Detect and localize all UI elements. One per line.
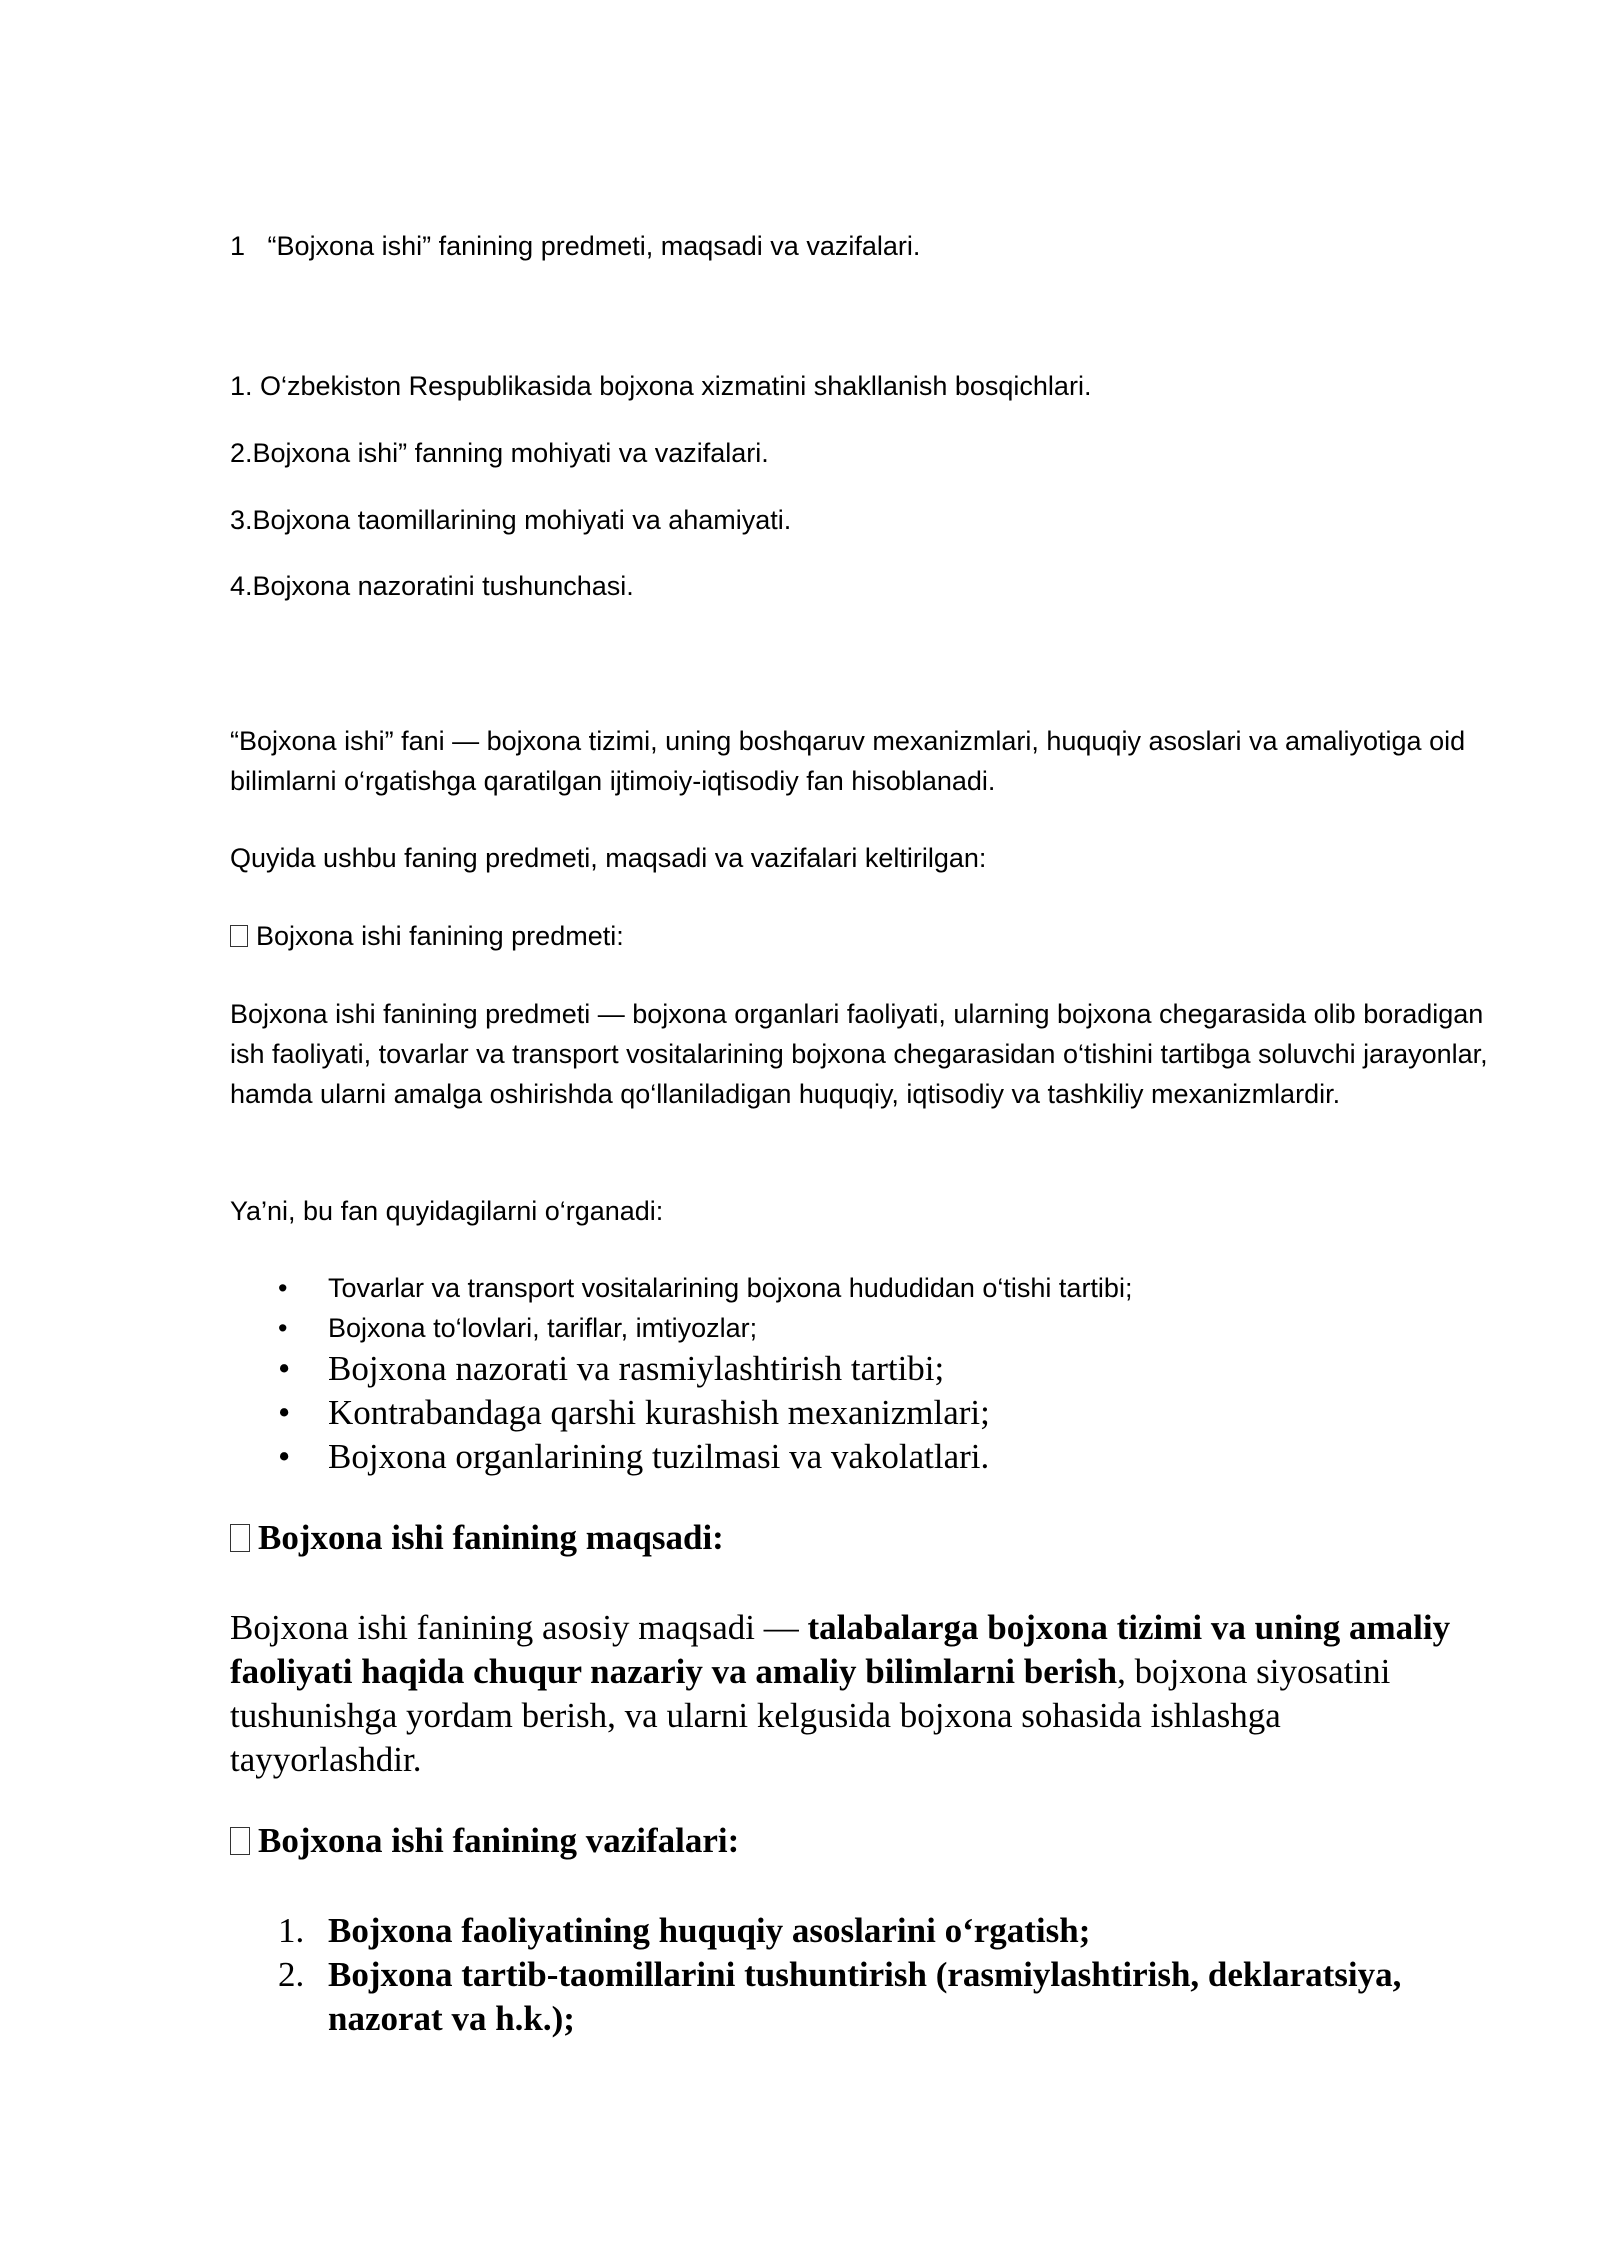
maqsad-paragraph <box>230 1606 1470 1782</box>
yani-paragraph: Ya’ni, bu fan quyidagilarni o‘rganadi: <box>230 1196 664 1226</box>
intro-paragraph: “Bojxona ishi” fani — bojxona tizimi, uning boshqaruv mexanizmlari, huquqiy asoslari va amaliyotiga oid bilimlarni o‘rgatishga qaratilgan ijtimoiy-iqtisodiy fan hisoblanadi. <box>230 726 1466 796</box>
list-number: 1. <box>278 1911 305 1950</box>
predmet-heading <box>230 916 1500 956</box>
list-item: • Bojxona nazorati va rasmiylashtirish tartibi; <box>230 1347 1500 1391</box>
maqsad-text-start: Bojxona ishi fanining asosiy maqsadi — <box>230 1608 808 1647</box>
document-heading <box>230 226 920 266</box>
list-item: • Kontrabandaga qarshi kurashish mexanizmlari; <box>230 1391 1500 1435</box>
vazifa-heading-text: Bojxona ishi fanining vazifalari: <box>258 1821 740 1860</box>
maqsad-text-end: , bojxona siyosatini tushunishga yordam berish, va ularni kelgusida bojxona sohasida ishlashga tayyorlashdir. <box>230 1652 1391 1779</box>
maqsad-heading-text: Bojxona ishi fanining maqsadi: <box>258 1518 724 1557</box>
maqsad-heading <box>230 1516 1500 1560</box>
topic-item: 1. O‘zbekiston Respublikasida bojxona xizmatini shakllanish bosqichlari. <box>230 371 1092 401</box>
list-item: • Bojxona organlarining tuzilmasi va vakolatlari. <box>230 1435 1500 1479</box>
intro-paragraph-2: Quyida ushbu faning predmeti, maqsadi va vazifalari keltirilgan: <box>230 843 987 873</box>
topic-item: 4.Bojxona nazoratini tushunchasi. <box>230 571 634 601</box>
list-item-text: Bojxona faoliyatining huquqiy asoslarini o‘rgatish; <box>328 1911 1091 1950</box>
predmet-paragraph: Bojxona ishi fanining predmeti — bojxona organlari faoliyati, ularning bojxona chegarasida olib boradigan ish faoliyati, tovarlar va transport vositalarining bojxona chegarasidan o‘tishini tartibga soluvchi jarayonlar, hamda ularni amalga oshirishda qo‘llaniladigan huquqiy, iqtisodiy va tashkiliy mexanizmlardir. <box>230 999 1488 1109</box>
vazifa-list <box>230 1909 1500 2041</box>
list-item: • Tovarlar va transport vositalarining bojxona hududidan o‘tishi tartibi; <box>230 1268 1500 1308</box>
bullet-list-large <box>230 1347 1500 1479</box>
list-item-text: Bojxona tartib-taomillarini tushuntirish (rasmiylashtirish, deklaratsiya, nazorat va h.k.); <box>328 1955 1402 2038</box>
list-item <box>230 1953 1500 2041</box>
topic-item: 3.Bojxona taomillarining mohiyati va ahamiyati. <box>230 505 792 535</box>
heading-text: “Bojxona ishi” fanining predmeti, maqsadi va vazifalari. <box>267 231 921 261</box>
heading-number: 1 <box>230 231 246 261</box>
missing-glyph-icon <box>230 1524 250 1552</box>
list-number: 2. <box>278 1955 305 1994</box>
maqsad-text-bold: talabalarga bojxona tizimi va uning amaliy faoliyati haqida chuqur nazariy va amaliy bilimlarni berish <box>230 1608 1451 1691</box>
list-item <box>230 1909 1500 1953</box>
vazifa-heading <box>230 1819 1500 1863</box>
missing-glyph-icon <box>230 1827 250 1855</box>
missing-glyph-icon <box>230 925 248 947</box>
bullet-list-small <box>230 1268 1500 1348</box>
predmet-heading-text: Bojxona ishi fanining predmeti: <box>256 921 624 951</box>
topic-item: 2.Bojxona ishi” fanning mohiyati va vazifalari. <box>230 438 769 468</box>
list-item: • Bojxona to‘lovlari, tariflar, imtiyozlar; <box>230 1308 1500 1348</box>
